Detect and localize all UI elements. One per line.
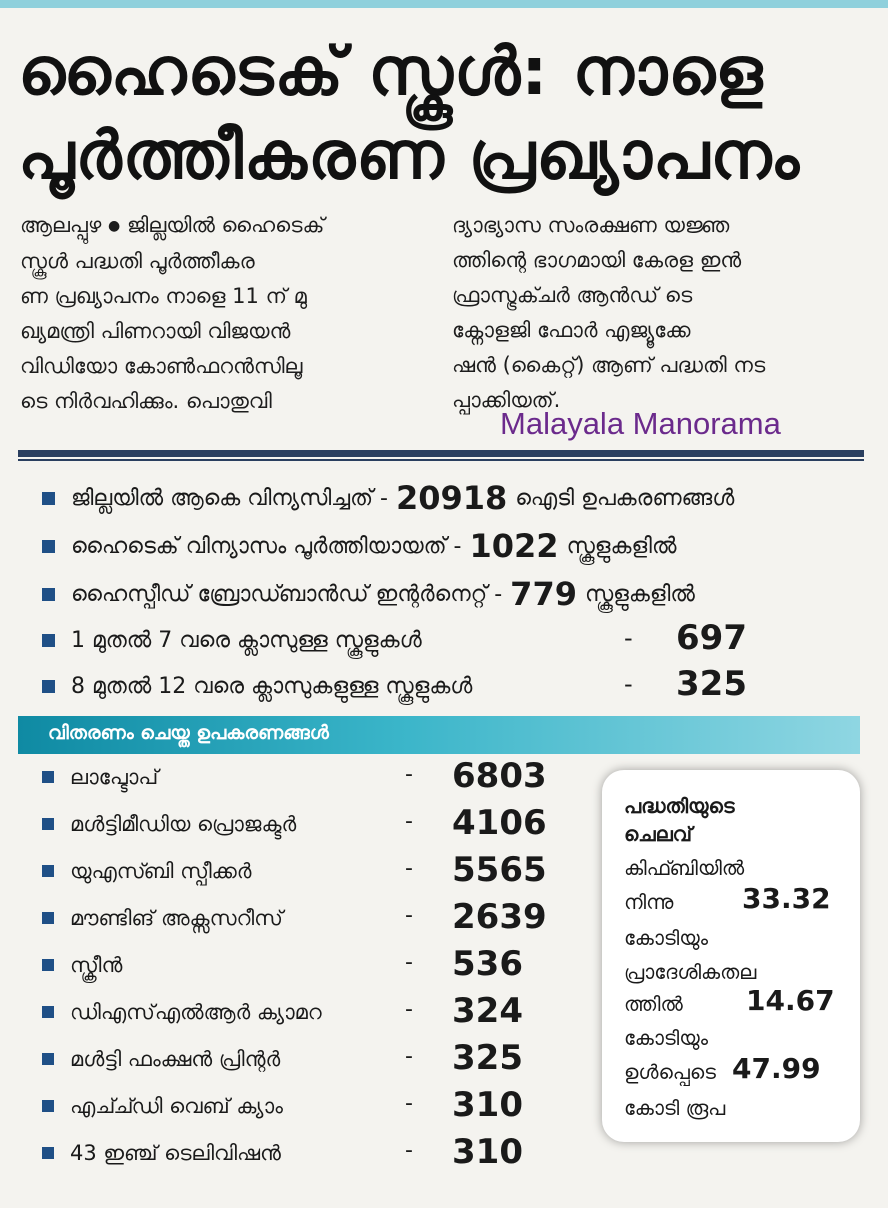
stat-suffix: സ്കൂളുകളിൽ [566, 533, 677, 559]
cost-title-line: പദ്ധതിയുടെ [624, 794, 735, 818]
stat-row [42, 618, 422, 662]
stat-label: ഹൈസ്പീഡ് ബ്രോഡ്ബാൻഡ് ഇന്റർനെറ്റ് - [71, 581, 503, 607]
stat-value: 1022 [469, 527, 559, 565]
cost-title [624, 792, 735, 848]
article-line: ണ പ്രഖ്യാപനം നാളെ 11 ന് മു [20, 284, 307, 308]
article-line: ഖ്യമന്ത്രി പിണറായി വിജയൻ [20, 319, 291, 343]
square-bullet-icon [42, 1006, 54, 1018]
square-bullet-icon [42, 492, 55, 505]
square-bullet-icon [42, 680, 55, 693]
stat-value: 697 [676, 618, 747, 658]
device-value: 2639 [452, 897, 547, 937]
cost-text: ഉൾപ്പെടെ [624, 1060, 716, 1084]
device-row [42, 942, 122, 988]
square-bullet-icon [42, 818, 54, 830]
stat-value: 779 [510, 575, 577, 613]
cost-value: 47.99 [732, 1052, 821, 1085]
cost-value: 14.67 [746, 984, 835, 1017]
square-bullet-icon [42, 912, 54, 924]
device-value: 310 [452, 1085, 523, 1125]
section-divider [18, 450, 864, 457]
device-label: മൾട്ടിമീഡിയ പ്രൊജക്ടർ [70, 811, 297, 836]
stat-dash: - [624, 670, 633, 698]
cost-box [602, 770, 860, 1142]
section-divider-thin [18, 459, 864, 461]
square-bullet-icon [42, 634, 55, 647]
device-label: സ്ക്രീൻ [70, 952, 123, 977]
top-color-strip [0, 0, 888, 8]
device-row [42, 848, 251, 894]
article-line [20, 208, 432, 244]
device-dash: - [405, 856, 413, 881]
headline-line-1: ഹൈടെക് സ്കൂൾ: നാളെ [18, 33, 764, 110]
stat-row [42, 524, 676, 568]
square-bullet-icon [42, 540, 55, 553]
stat-label: ജില്ലയിൽ ആകെ വിന്യസിച്ചത് - [71, 485, 388, 511]
device-row [42, 754, 158, 800]
article-line: ദ്യാഭ്യാസ സംരക്ഷണ യജ്ഞ [452, 213, 730, 237]
square-bullet-icon [42, 865, 54, 877]
cost-title-line: ചെലവ് [624, 822, 693, 846]
stat-row [42, 572, 695, 616]
cost-text: പ്രാദേശികതല [624, 960, 757, 984]
article-line: ഫ്രാസ്ട്രക്ചർ ആൻഡ് ടെ [452, 283, 693, 307]
stat-suffix: ഐടി ഉപകരണങ്ങൾ [515, 485, 735, 511]
device-label: 43 ഇഞ്ച് ടെലിവിഷൻ [70, 1140, 281, 1165]
device-label: മൗണ്ടിങ് അക്സസറീസ് [70, 905, 283, 930]
stat-label: 8 മുതൽ 12 വരെ ക്ലാസുകളുള്ള സ്കൂളുകൾ [71, 673, 473, 699]
device-dash: - [405, 762, 413, 787]
device-value: 536 [452, 944, 523, 984]
devices-section-band [18, 716, 860, 754]
device-label: മൾട്ടി ഫംക്ഷൻ പ്രിന്റർ [70, 1046, 281, 1071]
device-value: 310 [452, 1132, 523, 1172]
device-value: 4106 [452, 803, 547, 843]
device-value: 6803 [452, 756, 547, 796]
device-dash: - [405, 997, 413, 1022]
cost-text: കോടിയും [624, 1026, 709, 1050]
stat-value: 20918 [395, 479, 508, 517]
stat-value: 325 [676, 664, 747, 704]
device-row [42, 1083, 283, 1129]
cost-text: കിഫ്ബിയിൽ [624, 856, 745, 880]
stat-row [42, 476, 734, 520]
bullet-dot-icon: ● [108, 218, 121, 234]
cost-text: നിന്നു [624, 890, 674, 914]
square-bullet-icon [42, 1053, 54, 1065]
cost-value: 33.32 [742, 882, 831, 915]
cost-text: കോടിയും [624, 926, 709, 950]
article-line: ഷൻ (കൈറ്റ്) ആണ് പദ്ധതി നട [452, 353, 766, 377]
device-dash: - [405, 809, 413, 834]
device-label: ലാപ്ടോപ് [70, 764, 159, 789]
article-line: സ്കൂൾ പദ്ധതി പൂർത്തീകര [20, 249, 255, 273]
article-line: ടെ നിർവഹിക്കും. പൊതുവി [20, 389, 272, 413]
device-row [42, 1130, 281, 1176]
article-line: ത്തിന്റെ ഭാഗമായി കേരള ഇൻ [452, 248, 742, 272]
article-line: പ്പാക്കിയത്. [452, 388, 561, 412]
square-bullet-icon [42, 959, 54, 971]
device-dash: - [405, 1091, 413, 1116]
cost-text: കോടി രൂപ [624, 1096, 726, 1120]
device-row [42, 989, 322, 1035]
device-value: 324 [452, 991, 523, 1031]
device-row [42, 801, 296, 847]
devices-section-title: വിതരണം ചെയ്ത ഉപകരണങ്ങൾ [48, 722, 329, 744]
device-dash: - [405, 950, 413, 975]
article-line: വിഡിയോ കോൺഫറൻസിലൂ [20, 354, 303, 378]
device-dash: - [405, 1044, 413, 1069]
headline [18, 30, 868, 198]
device-dash: - [405, 1138, 413, 1163]
stat-label: 1 മുതൽ 7 വരെ ക്ലാസുള്ള സ്കൂളുകൾ [71, 627, 422, 653]
stat-suffix: സ്കൂളുകളിൽ [584, 581, 695, 607]
headline-line-2: പൂർത്തീകരണ പ്രഖ്യാപനം [18, 117, 801, 194]
device-dash: - [405, 903, 413, 928]
device-row [42, 1036, 280, 1082]
device-label: എച്ച്ഡി വെബ് ക്യാം [70, 1093, 283, 1118]
device-label: യുഎസ്ബി സ്പീക്കർ [70, 858, 252, 883]
device-value: 325 [452, 1038, 523, 1078]
source-credit: Malayala Manorama [500, 406, 781, 441]
device-row [42, 895, 283, 941]
device-label: ഡിഎസ്എൽആർ ക്യാമറ [70, 999, 322, 1024]
square-bullet-icon [42, 1147, 54, 1159]
square-bullet-icon [42, 588, 55, 601]
article-line: ക്നോളജി ഫോർ എജ്യൂക്കേ [452, 318, 691, 342]
article-text: ജില്ലയിൽ ഹൈടെക് [126, 213, 325, 237]
cost-text: ത്തിൽ [624, 992, 683, 1016]
square-bullet-icon [42, 1100, 54, 1112]
device-value: 5565 [452, 850, 547, 890]
stat-dash: - [624, 624, 633, 652]
square-bullet-icon [42, 771, 54, 783]
stat-label: ഹൈടെക് വിന്യാസം പൂർത്തിയായത് - [71, 533, 462, 559]
stat-row [42, 664, 472, 708]
article-column-right [452, 208, 864, 418]
article-column-left [20, 208, 432, 419]
dateline: ആലപ്പുഴ [20, 213, 102, 237]
